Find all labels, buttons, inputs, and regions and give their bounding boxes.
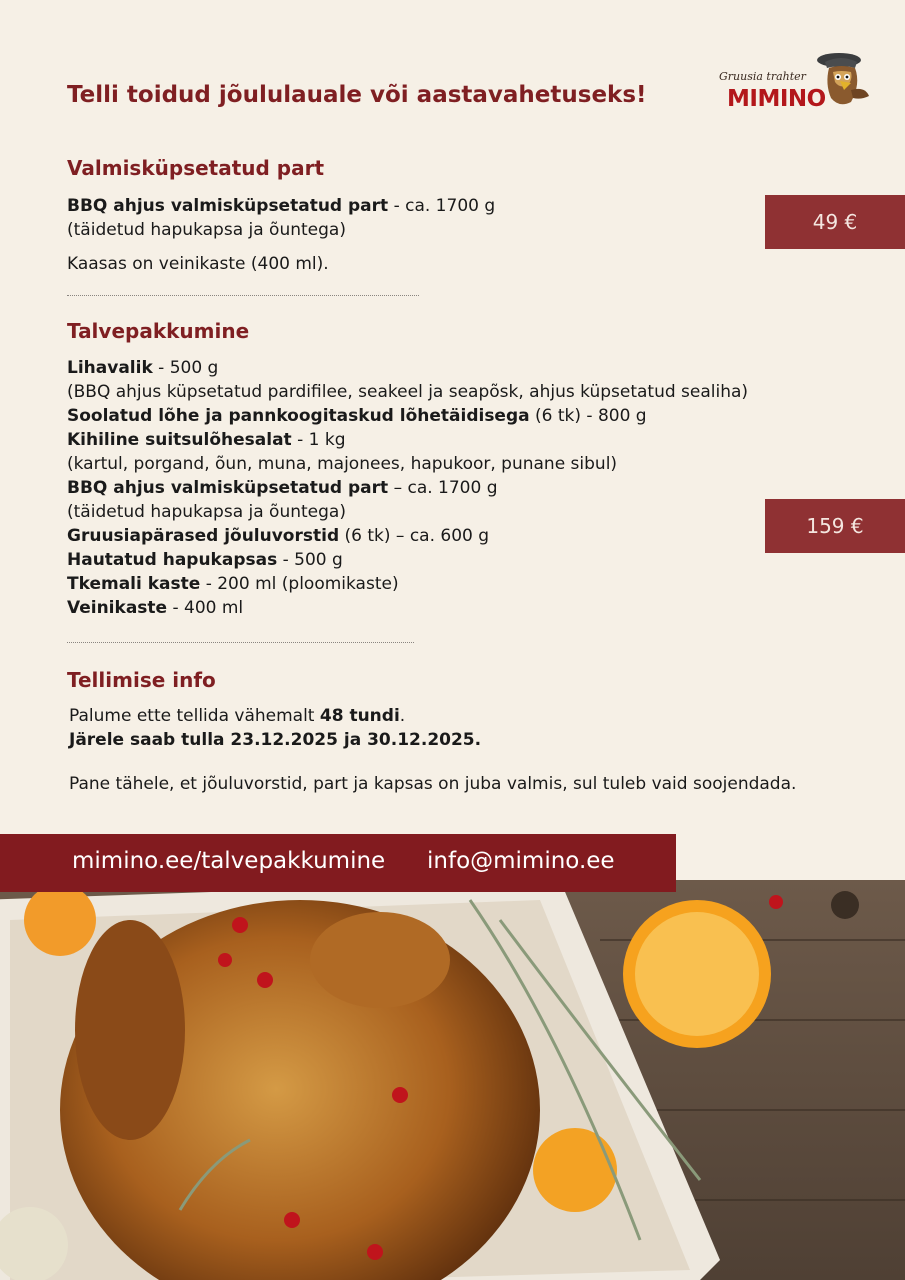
divider bbox=[67, 642, 414, 643]
page-headline: Telli toidud jõululauale või aastavahetuseks! bbox=[67, 82, 647, 108]
duck-item bbox=[67, 194, 495, 218]
price-badge-duck: 49 € bbox=[765, 195, 905, 249]
list-item: (kartul, porgand, õun, muna, majonees, hapukoor, punane sibul) bbox=[67, 454, 618, 474]
contact-bar bbox=[0, 834, 676, 892]
duck-item-weight: - ca. 1700 g bbox=[388, 196, 496, 216]
logo-brand-text: MIMINO bbox=[727, 86, 826, 112]
list-item: (täidetud hapukapsa ja õuntega) bbox=[67, 502, 346, 522]
list-item: Veinikaste - 400 ml bbox=[67, 598, 244, 618]
list-item: (BBQ ahjus küpsetatud pardifilee, seakeel ja seapõsk, ahjus küpsetatud sealiha) bbox=[67, 382, 749, 402]
section-title-winter-offer: Talvepakkumine bbox=[67, 319, 250, 343]
price-badge-winter-offer: 159 € bbox=[765, 499, 905, 553]
list-item: Lihavalik - 500 g bbox=[67, 358, 219, 378]
list-item: Gruusiapärased jõuluvorstid (6 tk) – ca. 600 g bbox=[67, 526, 490, 546]
email-link[interactable]: info@mimino.ee bbox=[427, 848, 615, 874]
eagle-mascot-icon bbox=[811, 50, 875, 114]
list-item: Kihiline suitsulõhesalat - 1 kg bbox=[67, 430, 346, 450]
mimino-logo bbox=[715, 50, 875, 118]
duck-item-note: (täidetud hapukapsa ja õuntega) bbox=[67, 220, 346, 240]
list-item: Soolatud lõhe ja pannkoogitaskud lõhetäidisega (6 tk) - 800 g bbox=[67, 406, 647, 426]
logo-script-text: Gruusia trahter bbox=[719, 70, 806, 83]
reheat-note: Pane tähele, et jõuluvorstid, part ja kapsas on juba valmis, sul tuleb vaid soojendada. bbox=[69, 774, 797, 794]
roast-duck-photo bbox=[0, 880, 905, 1280]
winter-offer-list bbox=[67, 356, 748, 620]
duck-item-name: BBQ ahjus valmisküpsetatud part bbox=[67, 196, 389, 216]
divider bbox=[67, 295, 419, 296]
website-link[interactable]: mimino.ee/talvepakkumine bbox=[72, 848, 386, 874]
list-item: Hautatud hapukapsas - 500 g bbox=[67, 550, 343, 570]
duck-extra: Kaasas on veinikaste (400 ml). bbox=[67, 254, 329, 274]
list-item: Tkemali kaste - 200 ml (ploomikaste) bbox=[67, 574, 399, 594]
pickup-dates: Järele saab tulla 23.12.2025 ja 30.12.2025. bbox=[69, 730, 482, 750]
list-item: BBQ ahjus valmisküpsetatud part – ca. 1700 g bbox=[67, 478, 498, 498]
order-lead-time: Palume ette tellida vähemalt 48 tundi. bbox=[69, 706, 406, 726]
section-title-order-info: Tellimise info bbox=[67, 668, 216, 692]
section-title-duck: Valmisküpsetatud part bbox=[67, 156, 325, 180]
